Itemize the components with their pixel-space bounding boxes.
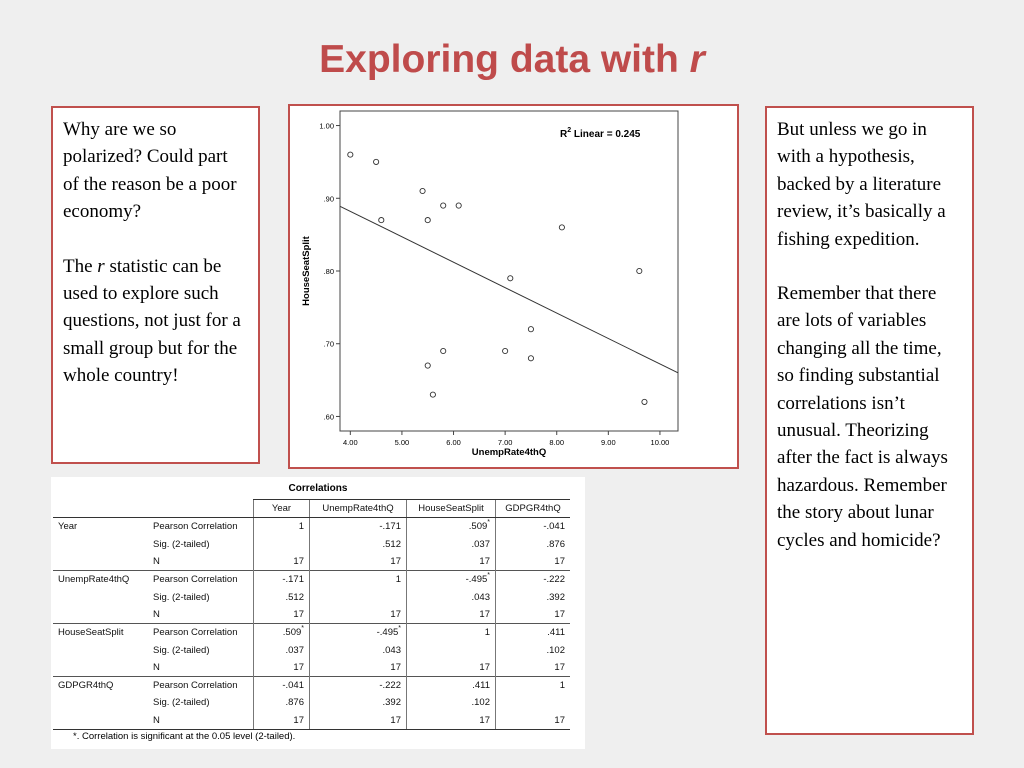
table-cell: .876 bbox=[496, 536, 571, 553]
row-statistic: Pearson Correlation bbox=[148, 676, 254, 694]
table-cell: .392 bbox=[496, 588, 571, 605]
slide-title-italic: r bbox=[689, 38, 705, 81]
x-tick-label: 6.00 bbox=[446, 438, 461, 447]
right-text-box bbox=[765, 106, 974, 735]
table-cell: .512 bbox=[254, 588, 310, 605]
table-row bbox=[53, 641, 570, 658]
table-cell: 17 bbox=[496, 659, 571, 677]
row-statistic: Sig. (2-tailed) bbox=[153, 538, 210, 550]
col-header: GDPGR4thQ bbox=[496, 500, 571, 518]
significance-marker: * bbox=[487, 572, 490, 580]
slide-title bbox=[0, 34, 1024, 86]
correlations-title: Correlations bbox=[288, 483, 348, 494]
table-cell: .876 bbox=[254, 694, 310, 711]
table-row bbox=[53, 588, 570, 605]
x-tick-label: 8.00 bbox=[549, 438, 565, 447]
col-header: UnempRate4thQ bbox=[310, 500, 407, 518]
y-tick-label: .60 bbox=[323, 412, 334, 422]
table-cell: 17 bbox=[310, 606, 407, 624]
table-cell: 1 bbox=[407, 624, 496, 642]
row-statistic: Sig. (2-tailed) bbox=[153, 644, 210, 656]
left-paragraph-2: The r statistic can be used to explore such questions, not just for a small group but for the whole country! bbox=[63, 255, 241, 387]
row-statistic: N bbox=[153, 556, 160, 568]
table-cell: .411 bbox=[407, 676, 496, 694]
table-cell: 17 bbox=[407, 712, 496, 730]
table-cell: -.495* bbox=[407, 571, 496, 589]
row-variable bbox=[53, 553, 148, 571]
row-variable bbox=[53, 694, 148, 711]
table-cell: 17 bbox=[496, 712, 571, 730]
x-tick-label: 5.00 bbox=[394, 438, 410, 447]
table-cell: -.171 bbox=[310, 518, 407, 536]
x-tick-label: 10.00 bbox=[650, 438, 670, 447]
table-cell: .512 bbox=[310, 536, 407, 553]
left-text-box bbox=[51, 106, 260, 464]
correlations-header-row bbox=[53, 500, 570, 518]
slide-title-text: Exploring data with bbox=[319, 38, 690, 81]
row-statistic: Sig. (2-tailed) bbox=[153, 697, 210, 709]
table-cell: 17 bbox=[407, 553, 496, 571]
row-statistic: N bbox=[153, 661, 160, 673]
table-cell: .411 bbox=[496, 624, 571, 642]
x-tick-label: 9.00 bbox=[601, 438, 616, 447]
row-variable bbox=[53, 712, 148, 730]
significance-marker: * bbox=[398, 625, 401, 633]
row-variable: Year bbox=[53, 518, 148, 536]
table-row bbox=[53, 606, 570, 624]
table-cell: .509* bbox=[407, 518, 496, 536]
row-statistic: N bbox=[153, 608, 160, 620]
table-cell: .043 bbox=[407, 588, 496, 605]
significance-marker: * bbox=[301, 625, 304, 633]
row-variable bbox=[53, 606, 148, 624]
x-tick-label: 7.00 bbox=[497, 438, 513, 447]
row-statistic: N bbox=[148, 712, 254, 730]
table-cell: 17 bbox=[407, 659, 496, 677]
scatter-chart bbox=[290, 106, 737, 467]
correlations-body bbox=[53, 518, 570, 730]
y-tick-label: .70 bbox=[323, 339, 334, 349]
table-cell: -.041 bbox=[254, 676, 310, 694]
table-cell: 17 bbox=[254, 553, 310, 571]
correlations-footnote: *. Correlation is significant at the 0.05 level (2-tailed). bbox=[73, 731, 296, 742]
row-variable bbox=[53, 659, 148, 677]
correlations-table-panel bbox=[51, 477, 585, 749]
table-row bbox=[53, 624, 570, 642]
x-axis-label: UnempRate4thQ bbox=[471, 447, 547, 458]
table-row bbox=[53, 536, 570, 553]
row-statistic: Pearson Correlation bbox=[148, 624, 254, 642]
table-cell: .043 bbox=[310, 641, 407, 658]
row-variable: HouseSeatSplit bbox=[53, 624, 148, 642]
table-cell: 17 bbox=[407, 606, 496, 624]
table-cell: 1 bbox=[310, 571, 407, 589]
table-cell: 17 bbox=[254, 606, 310, 624]
table-cell: 17 bbox=[254, 712, 310, 730]
scatter-chart-box bbox=[288, 104, 739, 469]
x-axis-ticks bbox=[343, 431, 669, 447]
y-tick-label: .80 bbox=[323, 267, 334, 276]
table-cell: 17 bbox=[310, 659, 407, 677]
table-cell: 17 bbox=[310, 553, 407, 571]
table-cell: .102 bbox=[496, 641, 571, 658]
table-row bbox=[53, 694, 570, 711]
row-statistic: Sig. (2-tailed) bbox=[153, 591, 210, 603]
r2-annotation: $R^2$ Linear = 0.245 bbox=[560, 127, 641, 140]
row-variable bbox=[53, 641, 148, 658]
row-variable: UnempRate4thQ bbox=[53, 571, 148, 589]
col-header: HouseSeatSplit bbox=[407, 500, 496, 518]
table-cell: -.222 bbox=[310, 676, 407, 694]
correlations-table bbox=[53, 499, 570, 730]
table-cell: 17 bbox=[310, 712, 407, 730]
table-cell: .037 bbox=[407, 536, 496, 553]
table-cell: -.041 bbox=[496, 518, 571, 536]
table-cell: .392 bbox=[310, 694, 407, 711]
table-cell bbox=[310, 588, 407, 605]
y-axis-label: HouseSeatSplit bbox=[301, 236, 312, 306]
right-paragraph-2: Remember that there are lots of variables changing all the time, so finding substantial correlations isn’t unusual. Theorizing after the fact is always hazardous. Remember the story about lunar cycles and homicide? bbox=[777, 283, 948, 551]
y-tick-label: .90 bbox=[323, 194, 334, 204]
row-statistic: Pearson Correlation bbox=[148, 518, 254, 536]
table-cell: 1 bbox=[496, 676, 571, 694]
y-axis-ticks bbox=[319, 122, 340, 422]
table-cell: -.495* bbox=[310, 624, 407, 642]
right-paragraph-1: But unless we go in with a hypothesis, backed by a literature review, it’s basically a fishing expedition. bbox=[777, 119, 946, 250]
significance-marker: * bbox=[487, 519, 490, 527]
table-row bbox=[53, 712, 570, 730]
table-row bbox=[53, 571, 570, 589]
table-row bbox=[53, 553, 570, 571]
row-variable bbox=[53, 536, 148, 553]
table-cell: -.171 bbox=[254, 571, 310, 589]
table-cell: 17 bbox=[496, 553, 571, 571]
table-cell bbox=[407, 641, 496, 658]
table-cell: .037 bbox=[254, 641, 310, 658]
col-header: Year bbox=[254, 500, 310, 518]
table-cell: -.222 bbox=[496, 571, 571, 589]
table-row bbox=[53, 659, 570, 677]
row-statistic: Pearson Correlation bbox=[148, 571, 254, 589]
plot-area bbox=[340, 111, 678, 431]
table-cell: 17 bbox=[254, 659, 310, 677]
table-cell bbox=[496, 694, 571, 711]
row-variable bbox=[53, 588, 148, 605]
table-cell bbox=[254, 536, 310, 553]
table-cell: 1 bbox=[254, 518, 310, 536]
table-row bbox=[53, 676, 570, 694]
table-row bbox=[53, 518, 570, 536]
x-tick-label: 4.00 bbox=[343, 438, 358, 447]
row-variable: GDPGR4thQ bbox=[53, 676, 148, 694]
y-tick-label: 1.00 bbox=[319, 121, 334, 131]
table-cell: 17 bbox=[496, 606, 571, 624]
table-cell: .102 bbox=[407, 694, 496, 711]
left-paragraph-1: Why are we so polarized? Could part of the reason be a poor economy? bbox=[63, 119, 237, 223]
table-cell: .509* bbox=[254, 624, 310, 642]
